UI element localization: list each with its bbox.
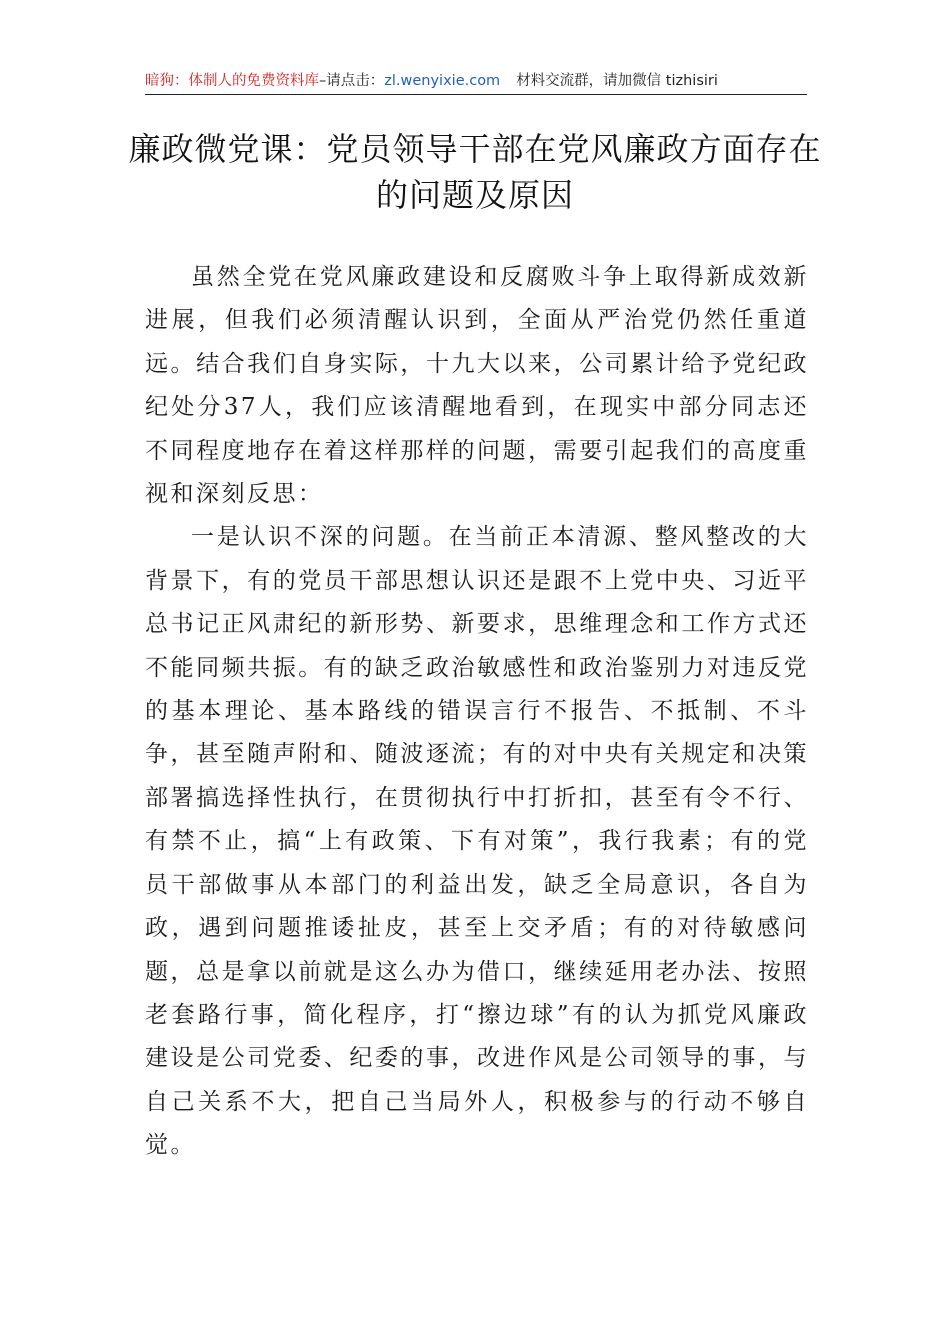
- paragraph-intro: 虽然全党在党风廉政建设和反腐败斗争上取得新成效新进展，但我们必须清醒认识到，全面从严治党仍然任重道远。结合我们自身实际，十九大以来，公司累计给予党纪政纪处分37人，我们应该清醒地看到，在现实中部分同志还不同程度地存在着这样那样的问题，需要引起我们的高度重视和深刻反思：: [145, 264, 809, 508]
- paragraph-issue-one: 一是认识不深的问题。在当前正本清源、整风整改的大背景下，有的党员干部思想认识还是跟不上党中央、习近平总书记正风肃纪的新形势、新要求，思维理念和工作方式还不能同频共振。有的缺乏政治敏感性和政治鉴别力对违反党的基本理论、基本路线的错误言行不报告、不抵制、不斗争，甚至随声附和、随波逐流；有的对中央有关规定和决策部署搞选择性执行，在贯彻执行中打折扣，甚至有令不行、有禁不止，搞“上有政策、下有对策”，我行我素；有的党员干部做事从本部门的利益出发，缺乏全局意识，各自为政，遇到问题推诿扯皮，甚至上交矛盾；有的对待敏感问题，总是拿以前就是这么办为借口，继续延用老办法、按照老套路行事，简化程序，打“擦边球”有的认为抓党风廉政建设是公司党委、纪委的事，改进作风是公司领导的事，与自己关系不大，把自己当局外人，积极参与的行动不够自觉。: [145, 524, 809, 1159]
- document-title: 廉政微党课：党员领导干部在党风廉政方面存在的问题及原因: [128, 130, 822, 214]
- header-group-note: 材料交流群，请加微信 tizhisiri: [516, 73, 718, 89]
- header-separator: –请点击：: [319, 73, 385, 89]
- header-brand: 暗狗：体制人的免费资料库: [145, 73, 319, 89]
- header-url-link[interactable]: zl.wenyixie.com: [384, 73, 501, 89]
- document-body: [145, 256, 809, 1168]
- page-header: [145, 70, 807, 95]
